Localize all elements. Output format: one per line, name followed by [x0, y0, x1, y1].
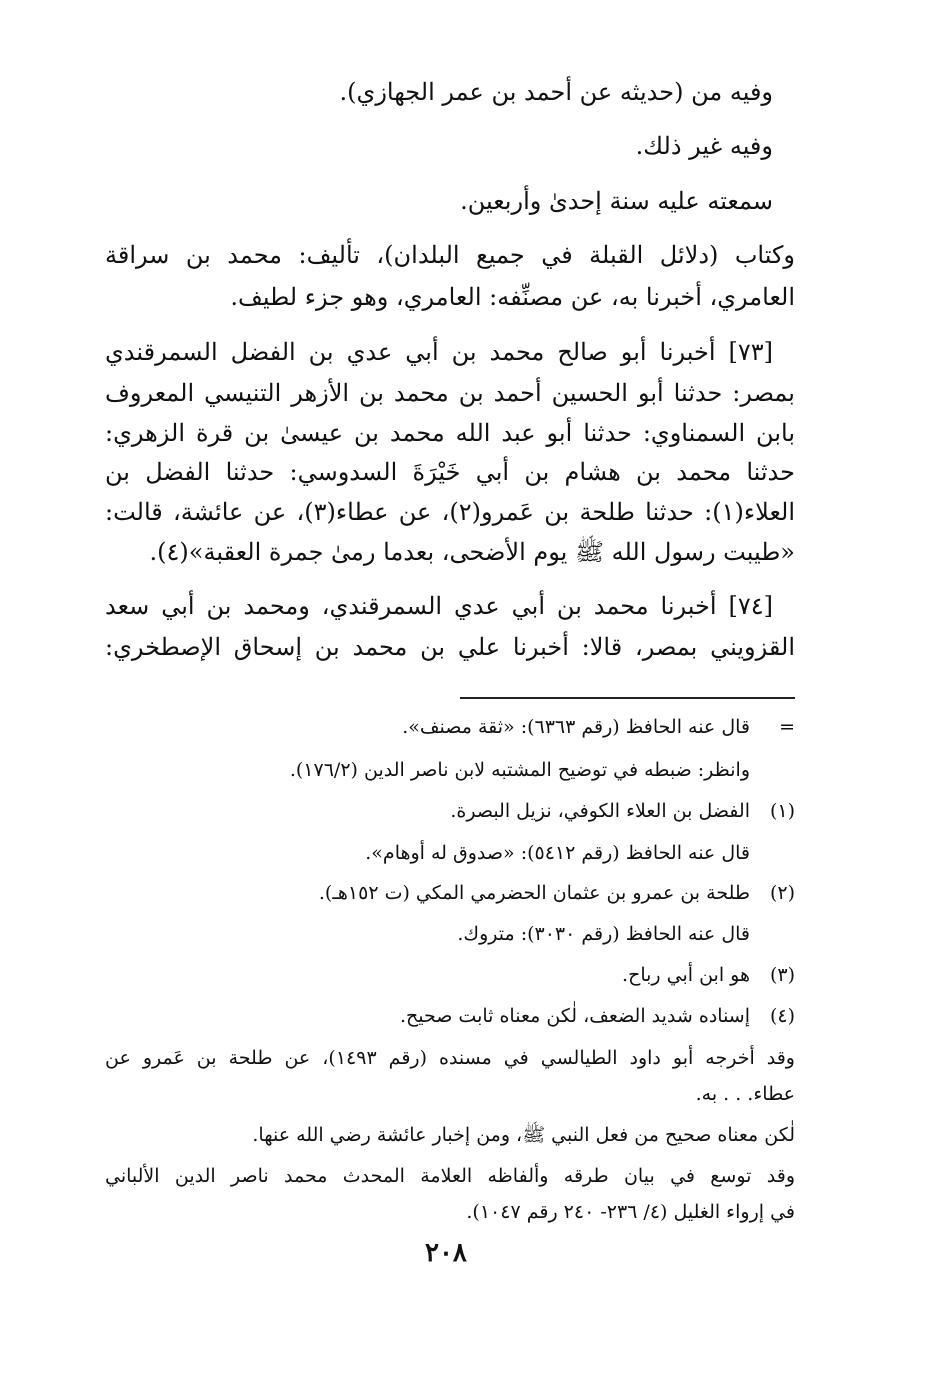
hadith-73-line: بابن السمناوي: حدثنا أبو عبد الله محمد بن عيسىٰ بن قرة الزهري: [105, 419, 795, 447]
text-line: سمعته عليه سنة إحدىٰ وأربعين. [460, 187, 773, 215]
footnote-cont-marker: = [779, 716, 795, 738]
footnote-text: الفضل بن العلاء الكوفي، نزيل البصرة. [450, 800, 750, 822]
footnote-number: (٤) [769, 1005, 795, 1027]
footnote-number: (٣) [769, 964, 795, 986]
footnote-text: عطاء. . . به. [695, 1083, 795, 1105]
text-line: وفيه غير ذلك. [635, 132, 773, 160]
page-number: ٢٠٨ [425, 1238, 467, 1268]
footnote-number: (٢) [769, 882, 795, 904]
footnote-text: في إرواء الغليل (٤/ ٢٣٦- ٢٤٠ رقم ١٠٤٧). [466, 1201, 795, 1223]
hadith-74-line: القزويني بمصر، قالا: أخبرنا علي بن محمد بن إسحاق الإصطخري: [105, 633, 795, 661]
text-line: العامري، أخبرنا به، عن مصنِّفه: العامري، وهو جزء لطيف. [230, 283, 795, 311]
hadith-73-line: بمصر: حدثنا أبو الحسين أحمد بن محمد بن الأزهر التنيسي المعروف [105, 379, 795, 407]
footnote-text: قال عنه الحافظ (رقم ٥٤١٢): «صدوق له أوهام». [365, 842, 750, 864]
text-line: وكتاب (دلائل القبلة في جميع البلدان)، تأليف: محمد بن سراقة [105, 241, 795, 269]
footnote-text: وقد أخرجه أبو داود الطيالسي في مسنده (رقم ١٤٩٣)، عن طلحة بن عَمرو عن [105, 1047, 795, 1069]
hadith-73-line: [٧٣] أخبرنا أبو صالح محمد بن أبي عدي بن الفضل السمرقندي [105, 338, 773, 366]
footnote-text: قال عنه الحافظ (رقم ٣٠٣٠): متروك. [457, 923, 750, 945]
footnote-text: قال عنه الحافظ (رقم ٦٣٦٣): «ثقة مصنف». [402, 716, 750, 738]
footnote-text: لٰكن معناه صحيح من فعل النبي ﷺ، ومن إخبار عائشة رضي الله عنها. [252, 1124, 795, 1146]
hadith-73-line: العلاء(١): حدثنا طلحة بن عَمرو(٢)، عن عطاء(٣)، عن عائشة، قالت: [105, 498, 795, 526]
hadith-73-line: «طيبت رسول الله ﷺ يوم الأضحى، بعدما رمىٰ جمرة العقبة»(٤). [149, 538, 795, 566]
footnote-number: (١) [769, 800, 795, 822]
footnote-text: إسناده شديد الضعف، لٰكن معناه ثابت صحيح. [399, 1005, 750, 1027]
footnote-text: هو ابن أبي رباح. [622, 964, 750, 986]
text-line: وفيه من (حديثه عن أحمد بن عمر الجهازي). [339, 78, 773, 106]
footnote-text: وانظر: ضبطه في توضيح المشتبه لابن ناصر الدين (١٧٦/٢). [289, 759, 750, 781]
footnote-separator [460, 697, 795, 699]
hadith-74-line: [٧٤] أخبرنا محمد بن أبي عدي السمرقندي، ومحمد بن أبي سعد [105, 592, 773, 620]
footnote-text: طلحة بن عمرو بن عثمان الحضرمي المكي (ت ١٥٢هـ). [318, 882, 750, 904]
hadith-73-line: حدثنا محمد بن هشام بن أبي خَيْرَةَ السدوسي: حدثنا الفضل بن [105, 458, 795, 486]
footnote-text: وقد توسع في بيان طرقه وألفاظه العلامة المحدث محمد ناصر الدين الألباني [105, 1165, 795, 1187]
